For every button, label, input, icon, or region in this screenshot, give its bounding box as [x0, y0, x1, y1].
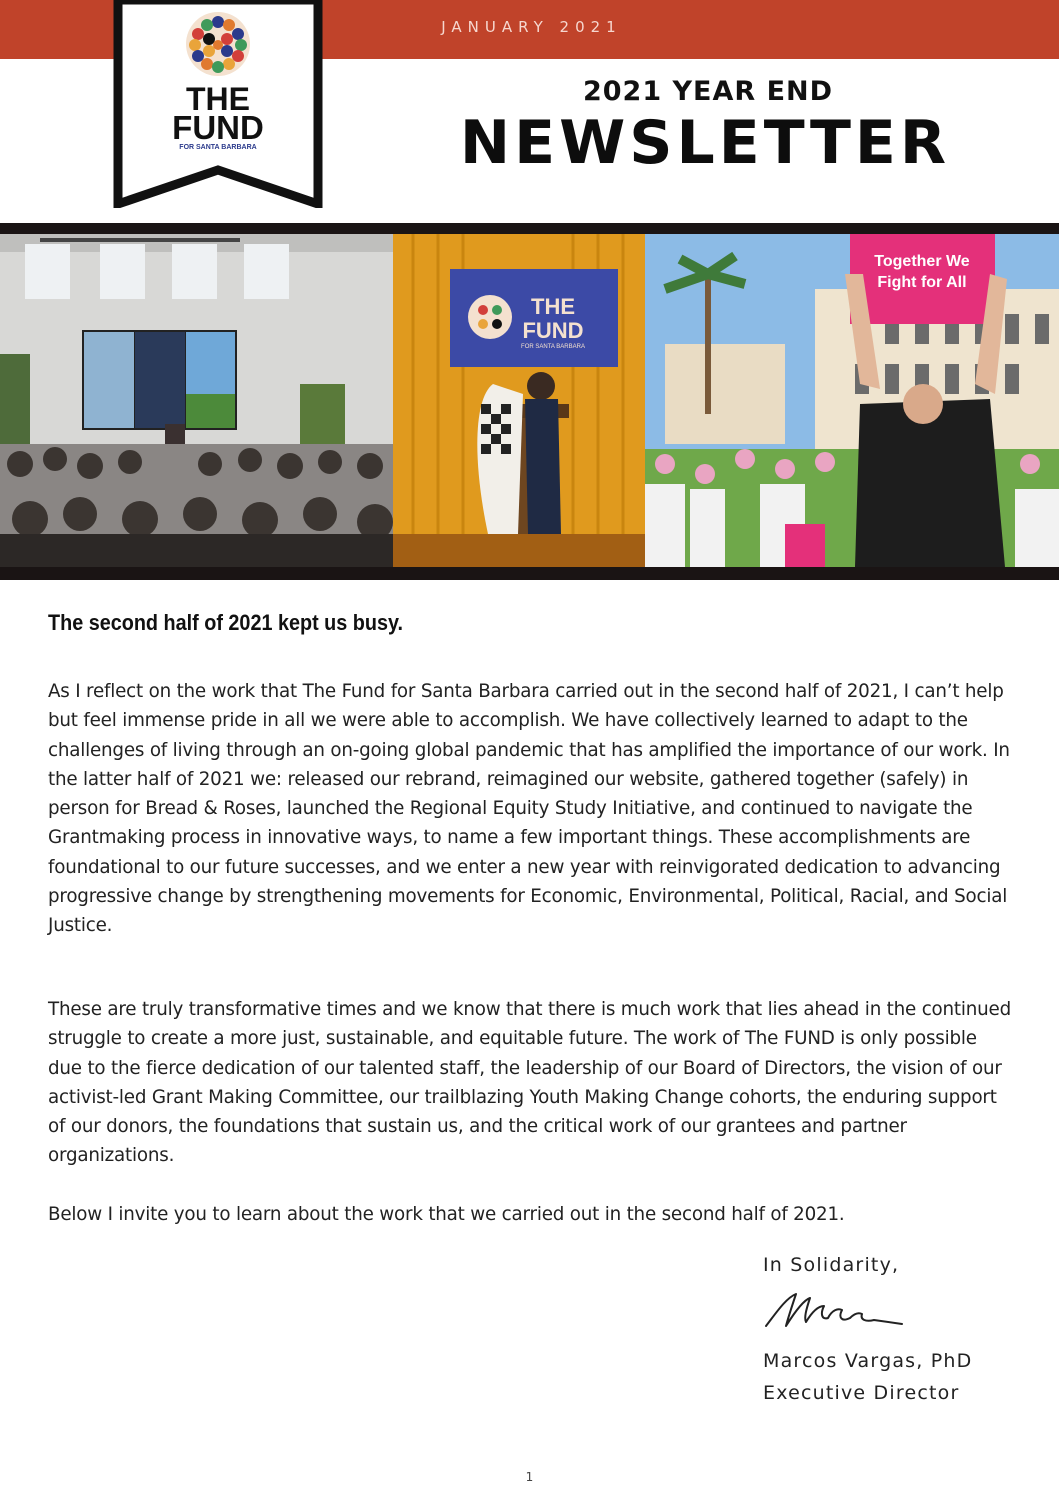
rally-photo [645, 234, 1059, 567]
signer-name: Marcos Vargas, PhD [763, 1350, 973, 1372]
signer-title: Executive Director [763, 1382, 960, 1404]
logo-emblem-icon [186, 12, 250, 76]
sign-text-line2: Fight for All [877, 274, 967, 291]
photo-strip [0, 223, 1059, 580]
sign-text-line1: Together We [874, 253, 970, 270]
newsletter-subtitle: 2021 YEAR END [582, 76, 834, 107]
banner-text-the: THE [531, 294, 575, 319]
logo-text-fund: FUND [172, 109, 264, 146]
podium-hug-photo [393, 234, 645, 567]
logo-tagline: FOR SANTA BARBARA [179, 144, 257, 151]
event-hall-photo [0, 234, 393, 567]
article-paragraph: Below I invite you to learn about the work that we carried out in the second half of 2021. [48, 1204, 845, 1225]
article-paragraph: As I reflect on the work that The Fund for Santa Barbara carried out in the second half of 2021, I can’t help but feel immense pride in all we were able to accomplish. We have collectively learned to adapt to the challenges of living through an on-going global pandemic that has amplified the importance of our work. In the latter half of 2021 we: released our rebrand, reimagined our website, gathered together (safely) in person for Bread & Roses, launched the Regional Equity Study Initiative, and continued to navigate the Grantmaking process in innovative ways, to name a few important things. These accomplishments are foundational to our future successes, and we enter a new year with reinvigorated dedication to advancing progressive change by strengthening movements for Economic, Environmental, Political, Racial, and Social Justice. [48, 681, 1010, 937]
handwritten-signature [762, 1288, 912, 1338]
article-paragraph: These are truly transformative times and we know that there is much work that lies ahead in the continued struggle to create a more just, sustainable, and equitable future. The work of The FUND is only possible due to the fierce dedication of our talented staff, the leadership of our Board of Directors, the vision of our activist-led Grant Making Committee, our trailblazing Youth Making Change cohorts, the enduring support of our donors, the foundations that sustain us, and the critical work of our grantees and partner organizations. [48, 999, 1011, 1167]
banner-tagline: FOR SANTA BARBARA [521, 344, 585, 350]
newsletter-title: NEWSLETTER [459, 108, 951, 178]
banner-text-fund: FUND [522, 318, 584, 343]
page-number: 1 [525, 1470, 534, 1484]
issue-date: JANUARY 2021 [441, 18, 622, 36]
closing-line: In Solidarity, [763, 1254, 900, 1276]
logo-banner [113, 0, 323, 208]
article-heading: The second half of 2021 kept us busy. [48, 610, 404, 635]
logo-text-the: THE [186, 81, 250, 117]
